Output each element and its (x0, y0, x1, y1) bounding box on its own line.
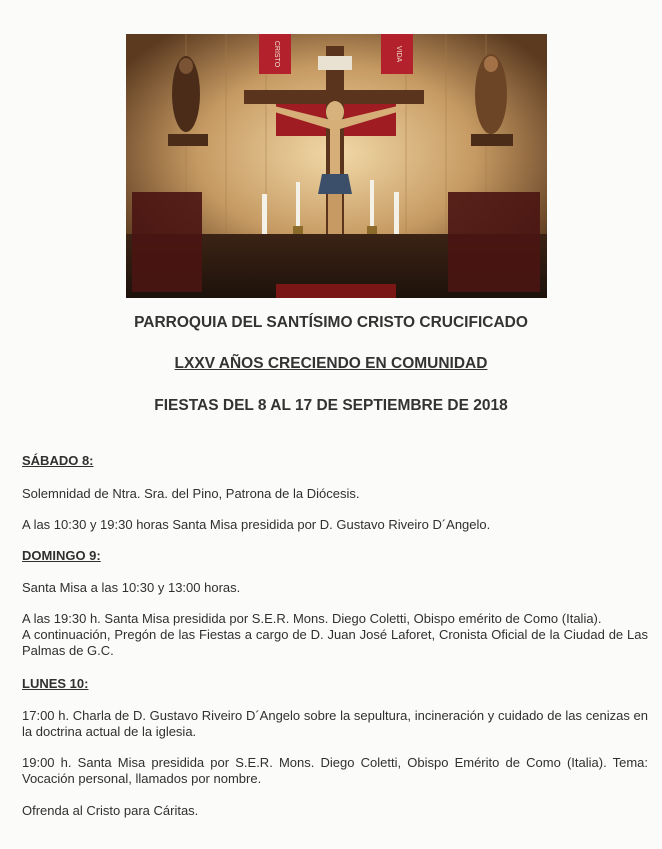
banner-right-text: VIDA (395, 45, 402, 63)
anniversary-title: LXXV AÑOS CRECIENDO EN COMUNIDAD (174, 355, 488, 372)
banner-left-text: CRISTO (273, 40, 280, 68)
saturday-item-1: Solemnidad de Ntra. Sra. del Pino, Patrona de la Diócesis. (22, 486, 360, 501)
monday-item-3: Ofrenda al Cristo para Cáritas. (22, 803, 199, 818)
parish-title: PARROQUIA DEL SANTÍSIMO CRISTO CRUCIFICADO (134, 314, 528, 331)
church-altar-photo (126, 34, 547, 298)
sunday-heading: DOMINGO 9: (22, 548, 101, 563)
monday-item-2: 19:00 h. Santa Misa presidida por S.E.R. Mons. Diego Coletti, Obispo Emérito de Como (Italia). Tema: Vocación personal, llamados por nombre. (22, 755, 648, 786)
sunday-item-1: Santa Misa a las 10:30 y 13:00 horas. (22, 580, 241, 595)
sunday-item-3: A continuación, Pregón de las Fiestas a cargo de D. Juan José Laforet, Cronista Oficial de la Ciudad de Las Palmas de G.C. (22, 627, 648, 658)
monday-item-1: 17:00 h. Charla de D. Gustavo Riveiro D´Angelo sobre la sepultura, incineración y cuidado de las cenizas en la doctrina actual de la iglesia. (22, 708, 648, 739)
sunday-item-2: A las 19:30 h. Santa Misa presidida por S.E.R. Mons. Diego Coletti, Obispo emérito de Como (Italia). (22, 611, 602, 626)
monday-heading: LUNES 10: (22, 676, 89, 691)
festival-dates-title: FIESTAS DEL 8 AL 17 DE SEPTIEMBRE DE 2018 (154, 397, 508, 414)
saturday-heading: SÁBADO 8: (22, 453, 94, 468)
saturday-item-2: A las 10:30 y 19:30 horas Santa Misa presidida por D. Gustavo Riveiro D´Angelo. (22, 517, 491, 532)
